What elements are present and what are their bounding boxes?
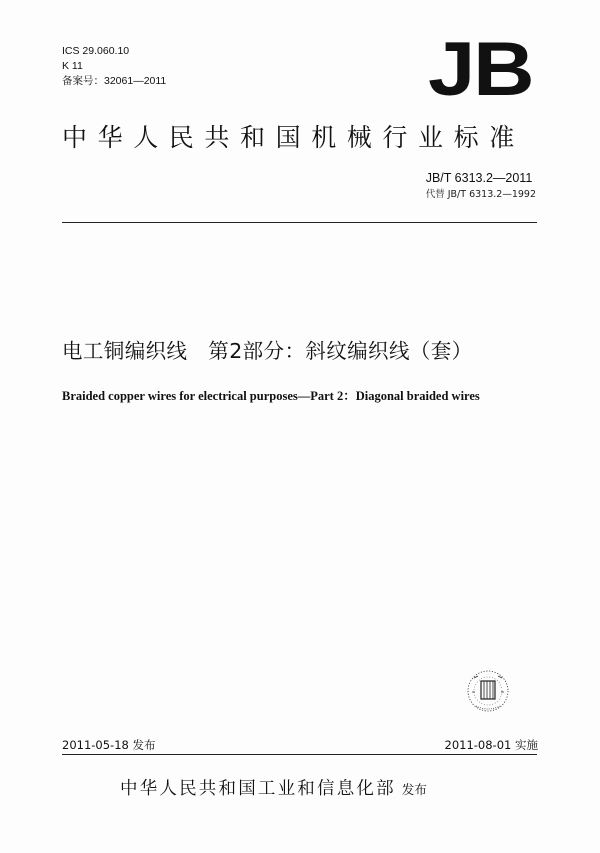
top-divider <box>62 222 537 223</box>
issue-date: 2011-05-18 发布 <box>62 738 156 752</box>
record-number: 备案号：32061—2011 <box>62 75 167 87</box>
jb-logo: JB <box>428 27 533 112</box>
publisher-name: 中华人民共和国工业和信息化部 <box>120 779 396 799</box>
english-title: Braided copper wires for electrical purposes—Part 2：Diagonal braided wires <box>62 389 480 403</box>
replaces-note: 代替 JB/T 6313.2—1992 <box>425 189 536 200</box>
effective-date: 2011-08-01 实施 <box>444 738 538 752</box>
standard-number: JB/T 6313.2—2011 <box>425 171 533 185</box>
bottom-divider <box>62 754 537 755</box>
standard-type-heading: 中华人民共和国机械行业标准 <box>62 123 525 152</box>
standard-code-block <box>426 170 536 202</box>
publisher-line <box>120 777 427 802</box>
chinese-title: 电工铜编织线 第2部分：斜纹编织线（套） <box>62 339 473 363</box>
publisher-seal-icon <box>458 666 518 718</box>
ics-code: ICS 29.060.10 <box>62 45 130 57</box>
classification-block <box>62 44 166 89</box>
publisher-suffix: 发布 <box>401 782 427 797</box>
class-code: K 11 <box>62 60 83 72</box>
